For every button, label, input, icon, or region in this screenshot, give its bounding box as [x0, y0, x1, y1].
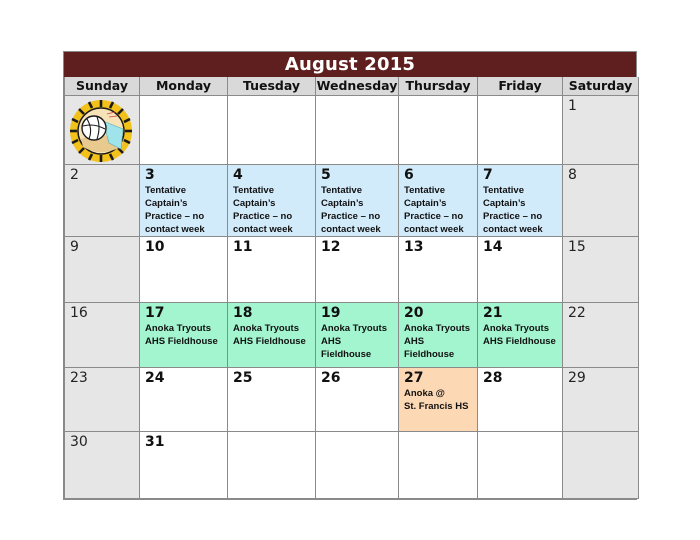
calendar [63, 51, 637, 500]
week-row-2 [65, 165, 639, 237]
day-number: 1 [568, 98, 577, 114]
event-text: Anoka Tryouts AHS Fieldhouse [404, 323, 470, 360]
day-cell[interactable] [478, 432, 563, 499]
day-cell[interactable] [140, 237, 228, 303]
day-cell[interactable] [228, 237, 316, 303]
day-cell[interactable] [316, 432, 399, 499]
day-cell[interactable] [563, 165, 639, 237]
day-number: 7 [483, 167, 493, 183]
day-number: 8 [568, 167, 577, 183]
event-text: Tentative Captain’s Practice – no contact week [233, 185, 293, 235]
week-row-3 [65, 237, 639, 303]
day-cell[interactable] [316, 368, 399, 432]
day-number: 22 [568, 305, 586, 321]
day-cell[interactable] [140, 432, 228, 499]
weekday-wednesday: Wednesday [316, 77, 399, 96]
day-cell-captains-practice[interactable] [228, 165, 316, 237]
weekday-sunday: Sunday [65, 77, 140, 96]
calendar-grid [64, 77, 639, 499]
weekday-saturday: Saturday [563, 77, 639, 96]
day-number: 14 [483, 239, 503, 255]
day-number: 9 [70, 239, 79, 255]
week-row-4 [65, 303, 639, 368]
day-number: 11 [233, 239, 253, 255]
day-cell-tryouts[interactable] [228, 303, 316, 368]
day-number: 6 [404, 167, 414, 183]
week-row-1 [65, 96, 639, 165]
day-cell-tryouts[interactable] [140, 303, 228, 368]
day-cell[interactable] [65, 303, 140, 368]
day-cell-tryouts[interactable] [399, 303, 478, 368]
day-cell[interactable] [399, 237, 478, 303]
day-number: 19 [321, 305, 341, 321]
day-cell[interactable] [65, 96, 140, 165]
day-cell[interactable] [563, 432, 639, 499]
day-number: 15 [568, 239, 586, 255]
day-cell[interactable] [478, 96, 563, 165]
weekday-tuesday: Tuesday [228, 77, 316, 96]
day-cell[interactable] [478, 368, 563, 432]
day-cell[interactable] [65, 165, 140, 237]
day-cell-captains-practice[interactable] [478, 165, 563, 237]
calendar-title: August 2015 [64, 52, 636, 77]
day-number: 16 [70, 305, 88, 321]
day-cell[interactable] [65, 368, 140, 432]
day-number: 28 [483, 370, 503, 386]
day-cell[interactable] [563, 303, 639, 368]
day-number: 26 [321, 370, 341, 386]
day-cell-captains-practice[interactable] [140, 165, 228, 237]
day-cell-tryouts[interactable] [478, 303, 563, 368]
day-number: 27 [404, 370, 424, 386]
day-number: 4 [233, 167, 243, 183]
day-cell[interactable] [563, 368, 639, 432]
day-cell[interactable] [563, 237, 639, 303]
event-text: Tentative Captain’s Practice – no contact week [321, 185, 381, 235]
day-number: 24 [145, 370, 165, 386]
day-cell[interactable] [140, 96, 228, 165]
day-cell[interactable] [65, 237, 140, 303]
day-number: 13 [404, 239, 424, 255]
day-number: 3 [145, 167, 155, 183]
day-cell[interactable] [228, 432, 316, 499]
day-cell-captains-practice[interactable] [316, 165, 399, 237]
day-number: 17 [145, 305, 165, 321]
day-number: 12 [321, 239, 341, 255]
weekday-monday: Monday [140, 77, 228, 96]
day-number: 31 [145, 434, 165, 450]
day-cell-tryouts[interactable] [316, 303, 399, 368]
weekday-thursday: Thursday [399, 77, 478, 96]
day-cell[interactable] [478, 237, 563, 303]
day-cell[interactable] [563, 96, 639, 165]
day-number: 5 [321, 167, 331, 183]
event-text: Tentative Captain’s Practice – no contact week [404, 185, 464, 235]
weekday-header-row [65, 77, 639, 96]
day-number: 23 [70, 370, 88, 386]
day-cell[interactable] [316, 237, 399, 303]
day-cell[interactable] [228, 368, 316, 432]
week-row-5 [65, 368, 639, 432]
week-row-6 [65, 432, 639, 499]
day-cell[interactable] [140, 368, 228, 432]
day-number: 18 [233, 305, 253, 321]
day-number: 29 [568, 370, 586, 386]
volleyball-logo-icon [69, 99, 133, 163]
event-text: Anoka Tryouts AHS Fieldhouse [483, 323, 556, 347]
day-number: 2 [70, 167, 79, 183]
day-cell[interactable] [65, 432, 140, 499]
day-cell-captains-practice[interactable] [399, 165, 478, 237]
event-text: Anoka Tryouts AHS Fieldhouse [233, 323, 306, 347]
day-number: 10 [145, 239, 165, 255]
event-text: Tentative Captain’s Practice – no contact week [145, 185, 205, 235]
event-text: Anoka Tryouts AHS Fieldhouse [145, 323, 218, 347]
day-number: 25 [233, 370, 253, 386]
weekday-friday: Friday [478, 77, 563, 96]
event-text: Tentative Captain’s Practice – no contact week [483, 185, 543, 235]
day-number: 20 [404, 305, 424, 321]
event-text: Anoka Tryouts AHS Fieldhouse [321, 323, 387, 360]
day-cell[interactable] [228, 96, 316, 165]
day-cell[interactable] [316, 96, 399, 165]
day-number: 21 [483, 305, 503, 321]
day-cell[interactable] [399, 432, 478, 499]
day-cell-game[interactable] [399, 368, 478, 432]
event-text: Anoka @ St. Francis HS [404, 388, 469, 412]
day-number: 30 [70, 434, 88, 450]
day-cell[interactable] [399, 96, 478, 165]
